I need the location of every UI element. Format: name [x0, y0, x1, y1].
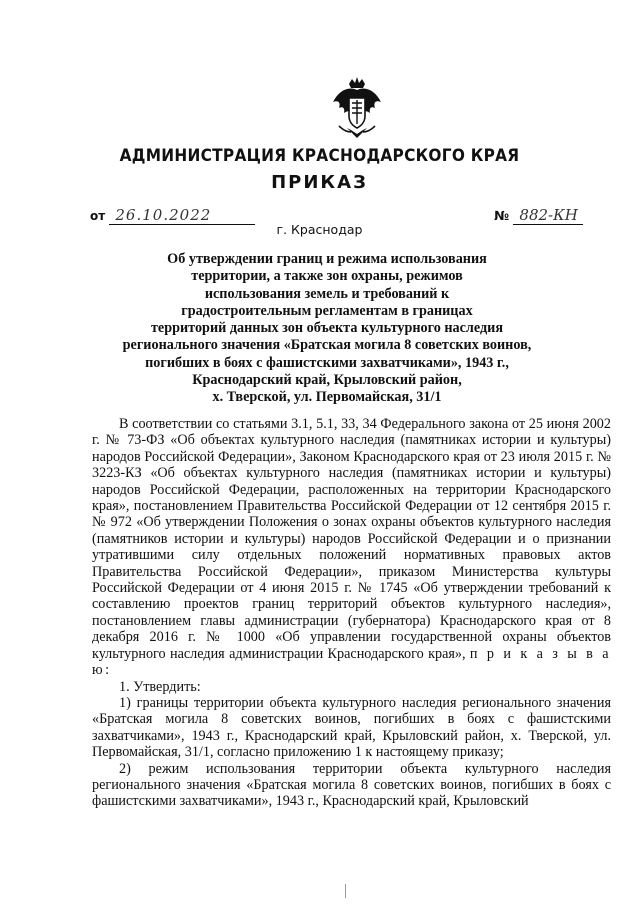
title-line: Об утверждении границ и режима использования: [167, 251, 487, 267]
title-line: х. Тверской, ул. Первомайская, 31/1: [212, 389, 442, 406]
title-line: Краснодарский край, Крыловский район,: [192, 372, 462, 389]
item-1: 1. Утвердить:: [119, 678, 201, 695]
number-row: [494, 206, 583, 225]
organization-title: АДМИНИСТРАЦИЯ КРАСНОДАРСКОГО КРАЯ: [119, 146, 520, 165]
document-type: ПРИКАЗ: [271, 172, 368, 193]
document-body: [92, 416, 611, 810]
title-line: градостроительным регламентам в границах: [181, 302, 473, 319]
order-word: п р и к а з ы в а ю:: [92, 645, 611, 679]
title-line: использования земель и требований к: [204, 285, 450, 302]
document-title: [92, 251, 562, 407]
title-line: погибших в боях с фашистскими захватчиками», 1943 г.,: [145, 354, 509, 371]
title-line: территории, а также зон охраны, режимов: [191, 268, 463, 285]
city-label: г. Краснодар: [276, 222, 363, 237]
title-line: регионального значения «Братская могила 8 советских воинов,: [122, 337, 532, 354]
date-value: 26.10.2022: [109, 206, 255, 225]
preamble-text: В соответствии со статьями 3.1, 5.1, 33, 34 Федерального закона от 25 июня 2002 г. № 73-ФЗ «Об объектах культурного наследия (памятниках истории и культуры) народов Российской Федерации», Законом Краснодарского края от 23 июля 2015 г. № 3223-КЗ «Об объектах культурного наследия (памятниках истории и культуры) народов Российской Федерации, расположенных на территории Краснодарского края», постановлением Правительства Российской Федерации от 12 сентября 2015 г. № 972 «Об утверждении Положения о зонах охраны объектов культурного наследия (памятников истории и культуры) народов Российской Федерации и о признании утратившими силу отдельных положений нормативных правовых актов Правительства Российской Федерации», приказом Министерства культуры Российской Федерации от 4 июня 2015 г. № 1745 «Об утверждении требований к составлению проектов границ территорий объектов культурного наследия», постановлением главы администрации (губернатора) Краснодарского края от 8 декабря 2016 г. № 1000 «Об управлении государственной охраны объектов культурного наследия администрации Краснодарского края»,: [92, 416, 611, 662]
preamble-paragraph: [92, 416, 611, 679]
item-1-2: 2) режим использования территории объекта культурного наследия регионального значения «Братская могила 8 советских воинов, погибших в боях с фашистскими захватчиками», 1943 г., Краснодарский край, Крыловский: [92, 760, 611, 810]
number-value: 882-КН: [513, 206, 583, 225]
item-1-1: 1) границы территории объекта культурного наследия регионального значения «Братская могила 8 советских воинов, погибших в боях с фашистскими захватчиками», 1943 г., Краснодарский край, Крыловский район, х. Тверской, ул. Первомайская, 31/1, согласно приложению 1 к настоящему приказу;: [92, 694, 611, 761]
scan-artifact: [345, 884, 346, 898]
title-line: территорий данных зон объекта культурного наследия: [150, 320, 504, 337]
date-prefix: от: [90, 209, 106, 223]
coat-of-arms-icon: [329, 76, 385, 142]
number-prefix: №: [494, 208, 510, 223]
